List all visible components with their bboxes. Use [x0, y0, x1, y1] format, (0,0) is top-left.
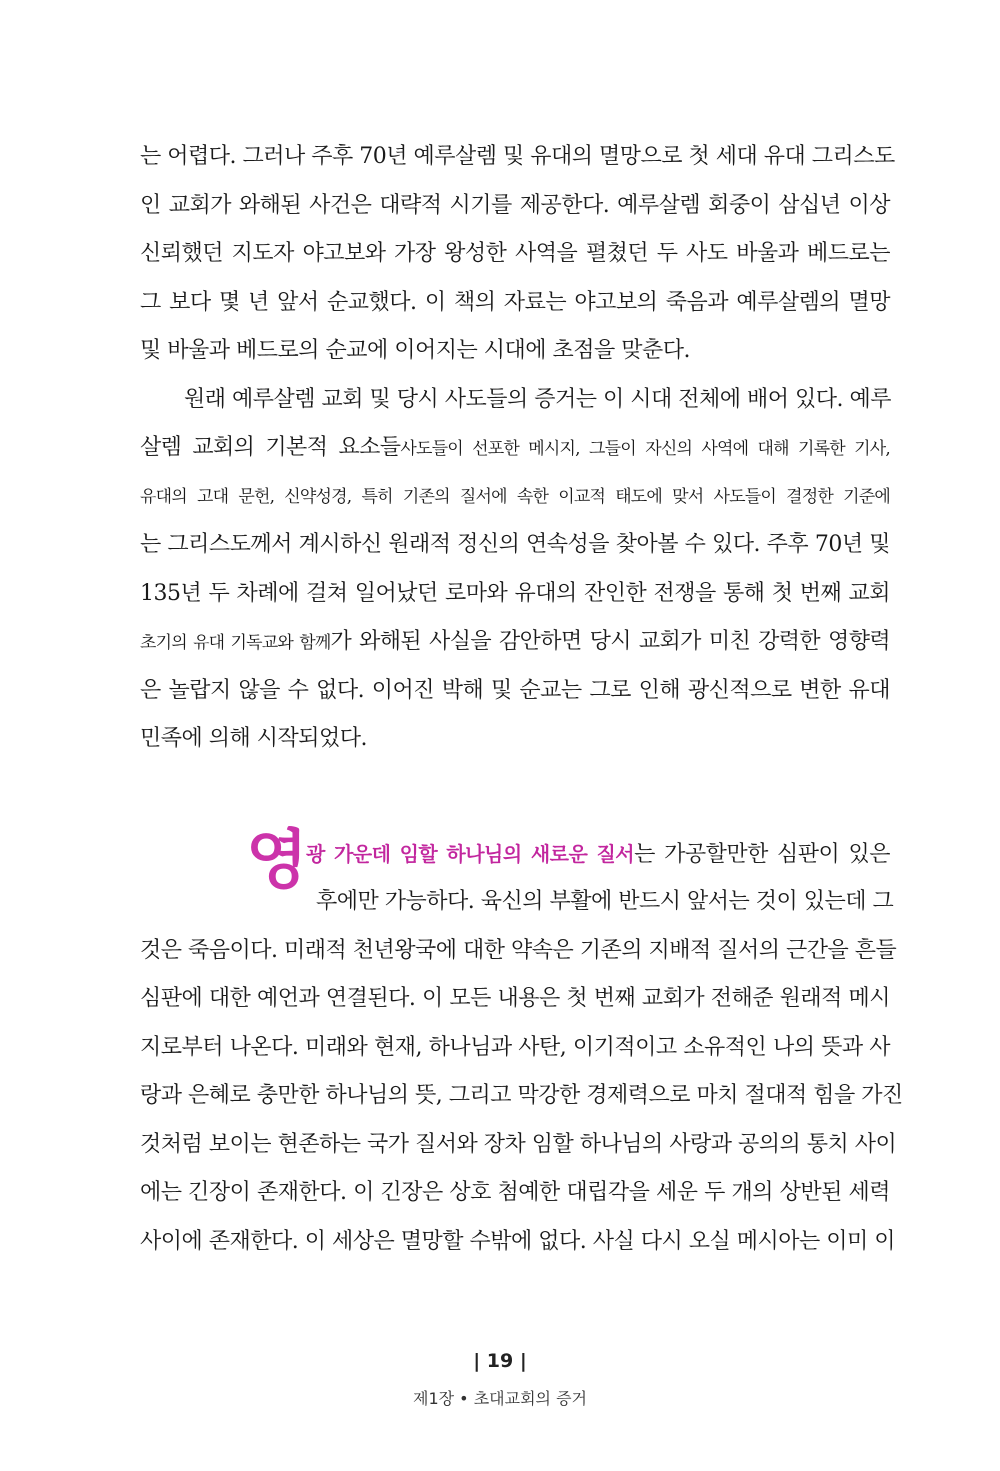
page-body: [140, 133, 903, 1266]
text-line: 신뢰했던 지도자 야고보와 가장 왕성한 사역을 펼쳤던 두 사도 바울과 베드로는: [140, 241, 890, 266]
text-line: 및 바울과 베드로의 순교에 이어지는 시대에 초점을 맞춘다.: [140, 338, 690, 363]
small-text-run: 초기의 유대 기독교와 함께: [140, 633, 331, 653]
text-run: 는 가공할만한 심판이 있은: [634, 841, 890, 867]
text-line: 는 어렵다. 그러나 주후 70년 예루살렘 및 유대의 멸망으로 첫 세대 유대 그리스도: [140, 144, 895, 169]
text-line: 랑과 은혜로 충만한 하나님의 뜻, 그리고 막강한 경제력으로 마치 절대적 힘을 가진: [140, 1083, 903, 1108]
text-line: 135년 두 차례에 걸쳐 일어났던 로마와 유대의 잔인한 전쟁을 통해 첫 번째 교회: [140, 580, 890, 606]
text-run: 가 와해된 사실을 감안하면 당시 교회가 미친 강력한 영향력: [330, 629, 891, 654]
text-line: [140, 618, 890, 667]
text-line: 원래 예루살렘 교회 및 당시 사도들의 증거는 이 시대 전체에 배어 있다. 예루: [184, 386, 891, 412]
text-line: 은 놀랍지 않을 수 없다. 이어진 박해 및 순교는 그로 인해 광신적으로 변한 유대: [140, 677, 890, 703]
text-line: 그 보다 몇 년 앞서 순교했다. 이 책의 자료는 야고보의 죽음과 예루살렘의 멸망: [140, 289, 890, 315]
text-line: 사이에 존재한다. 이 세상은 멸망할 수밖에 없다. 사실 다시 오실 메시아는 이미 이: [140, 1228, 895, 1254]
text-line: 것처럼 보이는 현존하는 국가 질서와 장차 임할 하나님의 사랑과 공의의 통치 사이: [140, 1131, 897, 1157]
small-text-run: 사도들이 선포한 메시지, 그들이 자신의 사역에 대해 기록한 기사,: [400, 439, 890, 459]
text-line: 민족에 의해 시작되었다.: [140, 726, 368, 751]
page-number: | 19 |: [473, 1350, 527, 1372]
text-line: 지로부터 나온다. 미래와 현재, 하나님과 사탄, 이기적이고 소유적인 나의 뜻과 사: [140, 1034, 890, 1060]
drop-cap: 영: [246, 823, 308, 898]
text-line: [140, 424, 890, 473]
text-run: 살렘 교회의 기본적 요소들: [140, 435, 401, 460]
chapter-title: 제1장 • 초대교회의 증거: [413, 1389, 587, 1408]
paragraph-2: [140, 376, 890, 764]
paragraph-1: [140, 133, 895, 376]
highlighted-phrase: 광 가운데 임할 하나님의 새로운 질서: [306, 841, 635, 866]
text-line: 후에만 가능하다. 육신의 부활에 반드시 앞서는 것이 있는데 그: [316, 889, 894, 914]
text-line-small: 유대의 고대 문헌, 신약성경, 특히 기존의 질서에 속한 이교적 태도에 맞서 사도들이 결정한 기준에: [140, 486, 890, 507]
text-line: 인 교회가 와해된 사건은 대략적 시기를 제공한다. 예루살렘 회중이 삼십년 이상: [140, 192, 890, 218]
paragraph-3: [140, 823, 903, 1267]
text-line: 에는 긴장이 존재한다. 이 긴장은 상호 첨예한 대립각을 세운 두 개의 상반된 세력: [140, 1180, 890, 1205]
text-line: 것은 죽음이다. 미래적 천년왕국에 대한 약속은 기존의 지배적 질서의 근간을 흔들: [140, 937, 897, 963]
text-line: 는 그리스도께서 계시하신 원래적 정신의 연속성을 찾아볼 수 있다. 주후 70년 및: [140, 532, 890, 557]
text-line: 심판에 대한 예언과 연결된다. 이 모든 내용은 첫 번째 교회가 전해준 원래적 메시: [140, 986, 890, 1011]
